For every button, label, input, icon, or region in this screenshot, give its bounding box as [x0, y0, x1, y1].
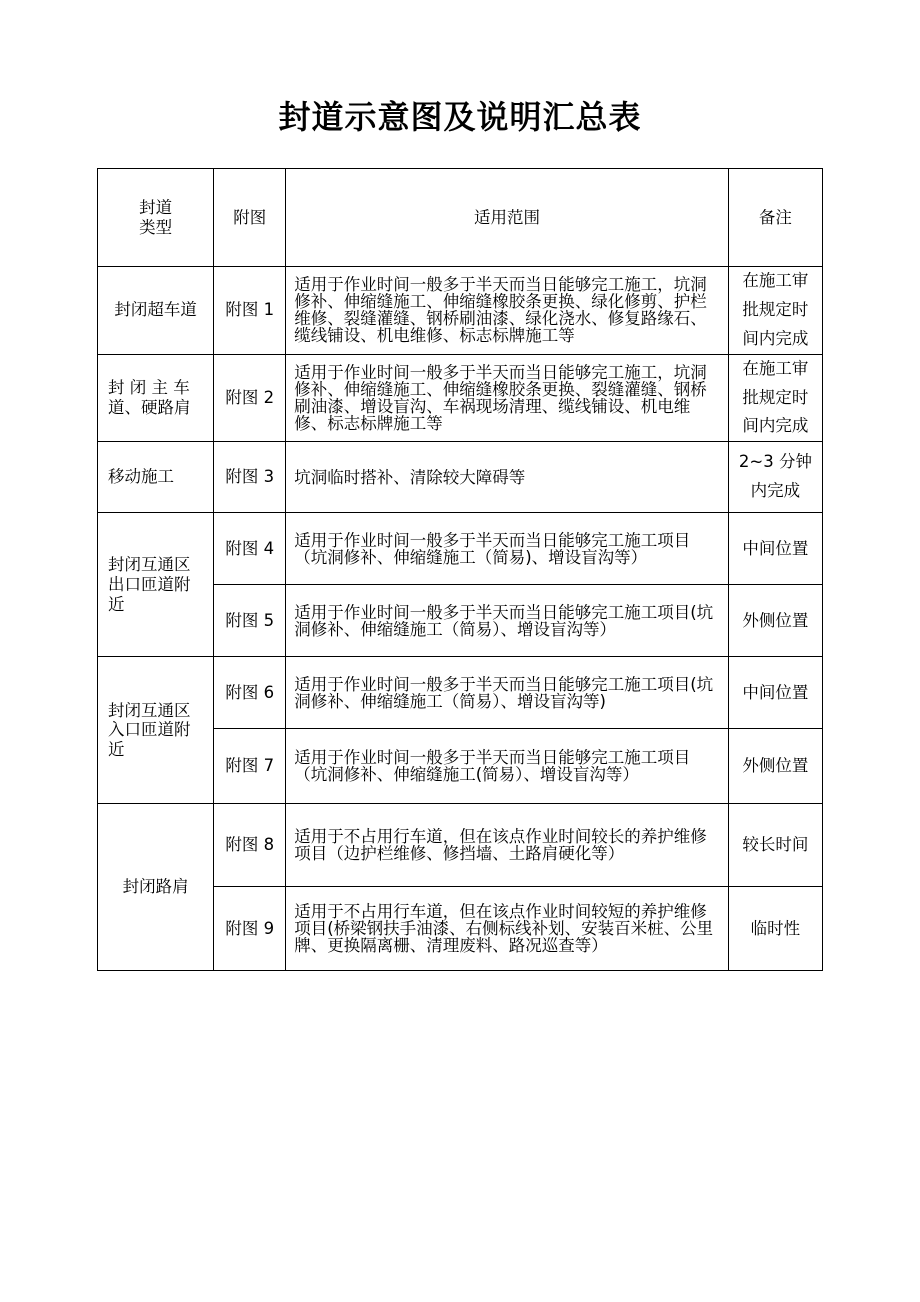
figure-ref: 附图 2	[214, 354, 286, 442]
page-title: 封道示意图及说明汇总表	[278, 98, 642, 136]
scope-text: 坑洞临时搭补、清除较大障碍等	[286, 442, 729, 513]
note-text: 较长时间	[728, 804, 822, 887]
scope-text: 适用于作业时间一般多于半天而当日能够完工施工项目(坑洞修补、伸缩缝施工（简易）、增设盲沟等)	[286, 657, 729, 729]
road-closure-type: 封闭超车道	[98, 267, 214, 355]
note-text: 2~3 分钟内完成	[728, 442, 822, 513]
header-note: 备注	[728, 169, 822, 267]
figure-ref: 附图 4	[214, 513, 286, 585]
scope-text: 适用于不占用行车道，但在该点作业时间较长的养护维修项目（边护栏维修、修挡墙、土路肩硬化等）	[286, 804, 729, 887]
table-row	[98, 442, 823, 513]
note-text: 外侧位置	[728, 729, 822, 804]
scope-text: 适用于作业时间一般多于半天而当日能够完工施工项目（坑洞修补、伸缩缝施工（简易)、增设盲沟等）	[286, 513, 729, 585]
note-text: 中间位置	[728, 513, 822, 585]
table-row	[98, 354, 823, 442]
note-text: 在施工审批规定时间内完成	[728, 354, 822, 442]
scope-text: 适用于作业时间一般多于半天而当日能够完工施工项目(坑洞修补、伸缩缝施工（简易）、增设盲沟等）	[286, 585, 729, 657]
scope-text: 适用于作业时间一般多于半天而当日能够完工施工，坑洞修补、伸缩缝施工、伸缩缝橡胶条更换、裂缝灌缝、钢桥刷油漆、增设盲沟、车祸现场清理、缆线铺设、机电维修、标志标牌施工等	[286, 354, 729, 442]
figure-ref: 附图 3	[214, 442, 286, 513]
figure-ref: 附图 8	[214, 804, 286, 887]
header-row	[98, 169, 823, 267]
table-row	[98, 804, 823, 887]
table-row	[98, 267, 823, 355]
header-type-line2: 类型	[139, 217, 173, 237]
scope-text: 适用于作业时间一般多于半天而当日能够完工施工，坑洞修补、伸缩缝施工、伸缩缝橡胶条更换、绿化修剪、护栏维修、裂缝灌缝、钢桥刷油漆、绿化浇水、修复路缘石、缆线铺设、机电维修、标志标牌施工等	[286, 267, 729, 355]
header-type-line1: 封道	[139, 197, 173, 217]
note-text: 在施工审批规定时间内完成	[728, 267, 822, 355]
road-closure-type: 移动施工	[98, 442, 214, 513]
road-closure-type: 封闭互通区入口匝道附近	[98, 657, 214, 804]
note-text: 外侧位置	[728, 585, 822, 657]
header-figure: 附图	[214, 169, 286, 267]
road-closure-type: 封 闭 主 车道、硬路肩	[98, 354, 214, 442]
figure-ref: 附图 9	[214, 887, 286, 971]
header-scope: 适用范围	[286, 169, 729, 267]
figure-ref: 附图 7	[214, 729, 286, 804]
figure-ref: 附图 5	[214, 585, 286, 657]
road-closure-type: 封闭路肩	[98, 804, 214, 971]
figure-ref: 附图 6	[214, 657, 286, 729]
table-row	[98, 513, 823, 585]
scope-text: 适用于作业时间一般多于半天而当日能够完工施工项目（坑洞修补、伸缩缝施工(简易）、增设盲沟等）	[286, 729, 729, 804]
road-closure-type: 封闭互通区出口匝道附近	[98, 513, 214, 657]
scope-text: 适用于不占用行车道，但在该点作业时间较短的养护维修项目(桥梁钢扶手油漆、右侧标线补划、安装百米桩、公里牌、更换隔离栅、清理废料、路况巡查等）	[286, 887, 729, 971]
table-row	[98, 657, 823, 729]
summary-table	[97, 168, 823, 971]
figure-ref: 附图 1	[214, 267, 286, 355]
note-text: 中间位置	[728, 657, 822, 729]
header-type	[98, 169, 214, 267]
note-text: 临时性	[728, 887, 822, 971]
